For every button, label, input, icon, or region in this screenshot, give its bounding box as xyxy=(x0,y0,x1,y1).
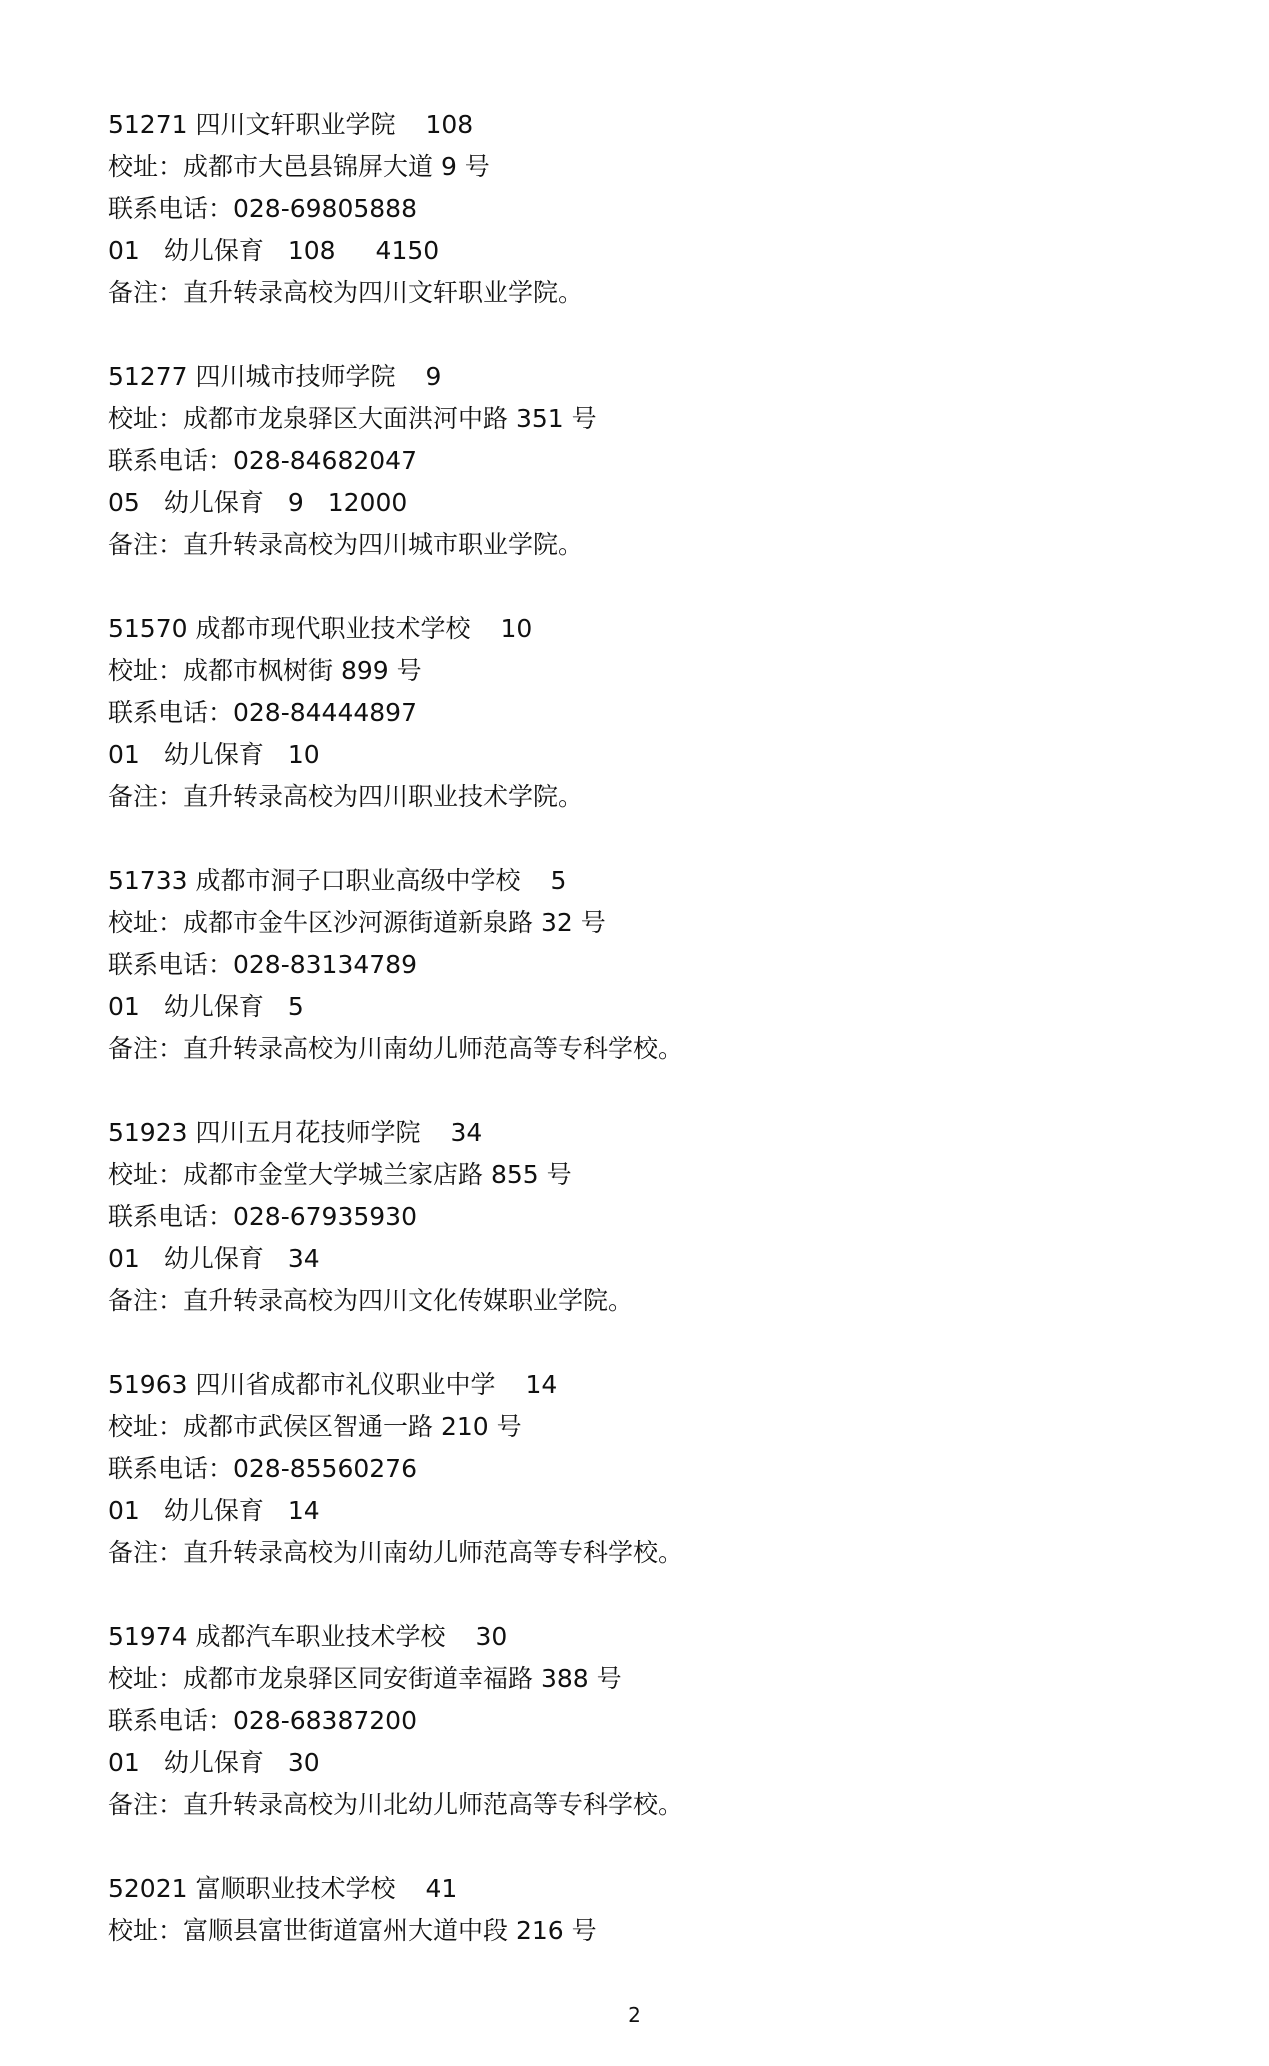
school-entry xyxy=(108,1112,1188,1322)
major-fee: 4150 xyxy=(375,236,440,265)
school-quota: 108 xyxy=(425,110,474,139)
major-number: 01 xyxy=(108,236,140,265)
major-row xyxy=(108,482,1188,524)
school-quota: 41 xyxy=(425,1874,458,1903)
school-address: 校址：成都市枫树街 899 号 xyxy=(108,656,422,685)
school-name: 成都市现代职业技术学校 xyxy=(195,614,471,643)
school-header xyxy=(108,1616,1188,1658)
major-count: 34 xyxy=(287,1244,320,1273)
major-number: 01 xyxy=(108,1244,140,1273)
school-entry xyxy=(108,1616,1188,1826)
school-code: 52021 xyxy=(108,1874,188,1903)
school-address: 校址：成都市大邑县锦屏大道 9 号 xyxy=(108,152,490,181)
school-phone: 联系电话：028-85560276 xyxy=(108,1454,417,1483)
school-note: 备注：直升转录高校为四川城市职业学院。 xyxy=(108,530,584,559)
school-entry xyxy=(108,356,1188,566)
school-entry xyxy=(108,608,1188,818)
school-quota: 14 xyxy=(525,1370,558,1399)
school-address: 校址：成都市武侯区智通一路 210 号 xyxy=(108,1412,522,1441)
school-header xyxy=(108,104,1188,146)
school-note: 备注：直升转录高校为四川职业技术学院。 xyxy=(108,782,584,811)
major-name: 幼儿保育 xyxy=(163,1748,264,1777)
school-code: 51974 xyxy=(108,1622,188,1651)
school-quota: 30 xyxy=(475,1622,508,1651)
school-name: 四川文轩职业学院 xyxy=(195,110,396,139)
school-header xyxy=(108,860,1188,902)
school-entry xyxy=(108,860,1188,1070)
school-note: 备注：直升转录高校为四川文轩职业学院。 xyxy=(108,278,584,307)
major-row xyxy=(108,1490,1188,1532)
school-name: 四川城市技师学院 xyxy=(195,362,396,391)
school-code: 51733 xyxy=(108,866,188,895)
major-name: 幼儿保育 xyxy=(163,1496,264,1525)
major-fee: 12000 xyxy=(327,488,408,517)
school-phone: 联系电话：028-69805888 xyxy=(108,194,417,223)
school-quota: 5 xyxy=(550,866,567,895)
school-name: 四川省成都市礼仪职业中学 xyxy=(195,1370,496,1399)
major-row xyxy=(108,1742,1188,1784)
school-code: 51570 xyxy=(108,614,188,643)
school-header xyxy=(108,1112,1188,1154)
major-number: 01 xyxy=(108,1748,140,1777)
page-number: 2 xyxy=(628,2003,641,2027)
major-count: 9 xyxy=(287,488,304,517)
major-name: 幼儿保育 xyxy=(163,992,264,1021)
school-entry xyxy=(108,1364,1188,1574)
school-header xyxy=(108,1364,1188,1406)
school-phone: 联系电话：028-68387200 xyxy=(108,1706,417,1735)
major-count: 30 xyxy=(287,1748,320,1777)
major-number: 05 xyxy=(108,488,140,517)
school-phone: 联系电话：028-84682047 xyxy=(108,446,417,475)
school-note: 备注：直升转录高校为川北幼儿师范高等专科学校。 xyxy=(108,1790,684,1819)
school-name: 成都市洞子口职业高级中学校 xyxy=(195,866,521,895)
school-address: 校址：成都市龙泉驿区同安街道幸福路 388 号 xyxy=(108,1664,622,1693)
school-note: 备注：直升转录高校为川南幼儿师范高等专科学校。 xyxy=(108,1538,684,1567)
school-header xyxy=(108,1868,1188,1910)
school-code: 51963 xyxy=(108,1370,188,1399)
school-phone: 联系电话：028-67935930 xyxy=(108,1202,417,1231)
major-number: 01 xyxy=(108,992,140,1021)
school-code: 51271 xyxy=(108,110,188,139)
major-name: 幼儿保育 xyxy=(163,488,264,517)
major-count: 10 xyxy=(287,740,320,769)
school-phone: 联系电话：028-84444897 xyxy=(108,698,417,727)
school-name: 成都汽车职业技术学校 xyxy=(195,1622,446,1651)
major-row xyxy=(108,230,1188,272)
major-row xyxy=(108,734,1188,776)
school-phone: 联系电话：028-83134789 xyxy=(108,950,417,979)
school-entry xyxy=(108,1868,1188,1952)
school-code: 51923 xyxy=(108,1118,188,1147)
school-note: 备注：直升转录高校为四川文化传媒职业学院。 xyxy=(108,1286,634,1315)
school-name: 富顺职业技术学校 xyxy=(195,1874,396,1903)
major-number: 01 xyxy=(108,1496,140,1525)
school-quota: 34 xyxy=(450,1118,483,1147)
school-name: 四川五月花技师学院 xyxy=(195,1118,421,1147)
major-name: 幼儿保育 xyxy=(163,236,264,265)
school-header xyxy=(108,608,1188,650)
school-address: 校址：富顺县富世街道富州大道中段 216 号 xyxy=(108,1916,597,1945)
school-quota: 9 xyxy=(425,362,442,391)
major-count: 14 xyxy=(287,1496,320,1525)
document-page xyxy=(108,104,1188,1952)
major-count: 5 xyxy=(287,992,304,1021)
school-address: 校址：成都市龙泉驿区大面洪河中路 351 号 xyxy=(108,404,597,433)
major-number: 01 xyxy=(108,740,140,769)
school-header xyxy=(108,356,1188,398)
school-address: 校址：成都市金牛区沙河源街道新泉路 32 号 xyxy=(108,908,606,937)
major-name: 幼儿保育 xyxy=(163,740,264,769)
school-quota: 10 xyxy=(500,614,533,643)
school-entry xyxy=(108,104,1188,314)
major-count: 108 xyxy=(287,236,336,265)
major-name: 幼儿保育 xyxy=(163,1244,264,1273)
school-code: 51277 xyxy=(108,362,188,391)
school-note: 备注：直升转录高校为川南幼儿师范高等专科学校。 xyxy=(108,1034,684,1063)
major-row xyxy=(108,986,1188,1028)
school-address: 校址：成都市金堂大学城兰家店路 855 号 xyxy=(108,1160,572,1189)
major-row xyxy=(108,1238,1188,1280)
